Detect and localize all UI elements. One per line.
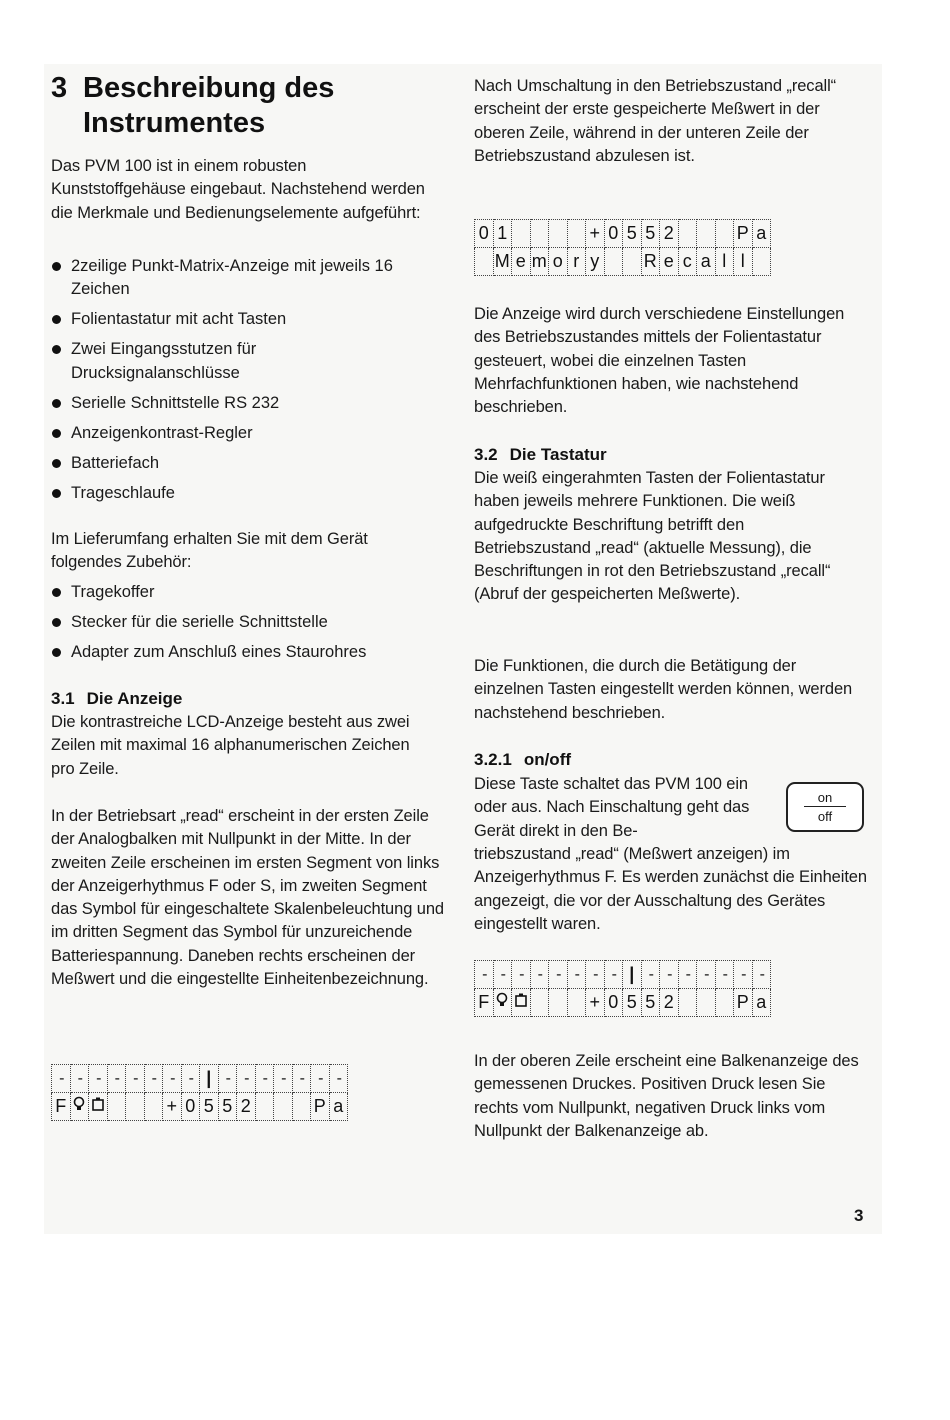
feature-item: Anzeigenkontrast-Regler (51, 422, 441, 445)
bullet-icon (52, 315, 61, 324)
section-3-2-1-heading (474, 749, 571, 771)
section-3-2-1-paragraph-2: In der oberen Zeile erscheint eine Balkenanzeige des gemessenen Druckes. Positiven Druck lesen Sie rechts vom Nullpunkt, negativen Druck links vom Nullpunkt der Balkenanzeige ab. (474, 1052, 859, 1140)
lcd-cell: - (641, 961, 660, 989)
lcd-cell (752, 248, 771, 276)
lcd-cell: - (311, 1065, 330, 1093)
display-control-paragraph: Die Anzeige wird durch verschiedene Einstellungen des Betriebszustandes mittels der Folientastatur gesteuert, wobei die einzelnen Tasten Mehrfachfunktionen haben, wie nachstehend beschrieben. (474, 305, 845, 417)
accessory-item: Tragekoffer (51, 581, 441, 604)
lcd-cell: e (512, 248, 531, 276)
lcd-cell: - (512, 961, 531, 989)
lcd-cell (475, 248, 494, 276)
lcd-cell: 0 (604, 220, 623, 248)
feature-item: Trageschlaufe (51, 482, 441, 505)
lcd-cell: a (697, 248, 716, 276)
lcd-cell (715, 220, 734, 248)
lcd-cell (567, 220, 586, 248)
lcd-cell: 0 (181, 1093, 200, 1121)
lcd-cell: c (678, 248, 697, 276)
battery-icon (512, 989, 531, 1017)
lcd-cell (678, 220, 697, 248)
accessory-item: Adapter zum Anschluß eines Staurohres (51, 641, 441, 664)
section-title: Die Tastatur (509, 445, 607, 464)
lcd-cell: y (586, 248, 605, 276)
lcd-cell: - (586, 961, 605, 989)
lcd-cell: 2 (237, 1093, 256, 1121)
section-3-1-paragraph-1: Die kontrastreiche LCD-Anzeige besteht aus zwei Zeilen mit maximal 16 alphanumerischen Zeichen pro Zeile. (51, 713, 410, 778)
lcd-cell: - (237, 1065, 256, 1093)
feature-item: Serielle Schnittstelle RS 232 (51, 392, 441, 415)
lcd-cell (567, 989, 586, 1017)
lcd-cell: F (475, 989, 494, 1017)
lcd-cell (144, 1093, 163, 1121)
bullet-icon (52, 618, 61, 627)
lcd-cell (512, 220, 531, 248)
bullet-icon (52, 588, 61, 597)
feature-item: Folientastatur mit acht Tasten (51, 308, 441, 331)
lcd-cell: - (493, 961, 512, 989)
lcd-cell: - (697, 961, 716, 989)
accessories-intro: Im Lieferumfang erhalten Sie mit dem Gerät folgendes Zubehör: (51, 530, 368, 572)
lcd-cell (107, 1093, 126, 1121)
lamp-icon (70, 1093, 89, 1121)
lcd-cell: + (586, 220, 605, 248)
lcd-cell: 5 (218, 1093, 237, 1121)
lcd-recall-display (474, 219, 771, 276)
lcd-cell: - (126, 1065, 145, 1093)
lcd-cell: a (752, 989, 771, 1017)
lcd-cell: - (255, 1065, 274, 1093)
lcd-cell: P (734, 220, 753, 248)
lcd-cell: - (218, 1065, 237, 1093)
lcd-row-1 (475, 220, 771, 248)
bullet-icon (52, 345, 61, 354)
lcd-cell (715, 989, 734, 1017)
lcd-cell: 0 (604, 989, 623, 1017)
lcd-cell: + (163, 1093, 182, 1121)
lcd-cell: - (734, 961, 753, 989)
lcd-cell: - (549, 961, 568, 989)
lcd-read-display (51, 1064, 348, 1121)
intro-paragraph: Das PVM 100 ist in einem robusten Kunststoffgehäuse eingebaut. Nachstehend werden die Merkmale und Bedienungselemente aufgeführt: (51, 157, 425, 222)
lcd-row-1 (475, 961, 771, 989)
lcd-on-display (474, 960, 771, 1017)
lcd-cell (697, 989, 716, 1017)
feature-item: Batteriefach (51, 452, 441, 475)
lcd-cell: 2 (660, 220, 679, 248)
lcd-cell: 5 (641, 220, 660, 248)
lcd-cell: - (715, 961, 734, 989)
lcd-cell: 0 (475, 220, 494, 248)
key-divider (804, 806, 846, 807)
lcd-cell (623, 248, 642, 276)
lcd-cell: - (89, 1065, 108, 1093)
recall-intro-paragraph: Nach Umschaltung in den Betriebszustand „recall“ erscheint der erste gespeicherte Meßwert in der oberen Zeile, während in der unteren Zeile der Betriebszustand abzulesen ist. (474, 77, 837, 165)
lcd-cell: - (567, 961, 586, 989)
bullet-icon (52, 648, 61, 657)
section-number: 3.1 (51, 689, 75, 708)
lcd-cell-zero-point: | (623, 961, 642, 989)
lcd-cell: - (52, 1065, 71, 1093)
lcd-cell (549, 989, 568, 1017)
battery-icon (89, 1093, 108, 1121)
lcd-cell: l (715, 248, 734, 276)
accessory-list (51, 581, 441, 671)
section-number: 3.2 (474, 445, 498, 464)
lcd-cell: e (660, 248, 679, 276)
lcd-cell: R (641, 248, 660, 276)
bullet-icon (52, 459, 61, 468)
chapter-number: 3 (51, 72, 68, 104)
lcd-cell: a (329, 1093, 348, 1121)
lcd-cell: P (734, 989, 753, 1017)
bullet-icon (52, 489, 61, 498)
lcd-cell: - (475, 961, 494, 989)
lcd-cell: - (752, 961, 771, 989)
lcd-cell (678, 989, 697, 1017)
section-3-1-paragraph-2: In der Betriebsart „read“ erscheint in der ersten Zeile der Analogbalken mit Nullpunkt in der Mitte. In der zweiten Zeile erscheinen im ersten Segment von links der Anzeigerhythmus F oder S, im zweiten Segment das Symbol für eingeschaltete Skalenbeleuchtung und im dritten Segment das Symbol für unzureichende Batteriespannung. Daneben rechts erscheinen der Meßwert und die eingestellte Einheitenbezeichnung. (51, 807, 445, 989)
lcd-cell: - (274, 1065, 293, 1093)
lcd-row-2 (52, 1093, 348, 1121)
section-3-2-1-paragraph-1a: Diese Taste schaltet das PVM 100 ein oder aus. Nach Einschaltung geht das Gerät direkt in den Be- (474, 775, 750, 840)
lcd-cell: r (567, 248, 586, 276)
lcd-row-2 (475, 248, 771, 276)
lcd-cell: - (660, 961, 679, 989)
lcd-cell: 5 (200, 1093, 219, 1121)
lcd-cell: - (144, 1065, 163, 1093)
lcd-cell: - (181, 1065, 200, 1093)
lcd-cell: - (70, 1065, 89, 1093)
section-number: 3.2.1 (474, 750, 512, 769)
lcd-cell: - (329, 1065, 348, 1093)
lcd-cell: 5 (623, 220, 642, 248)
lcd-cell-zero-point: | (200, 1065, 219, 1093)
lcd-cell (549, 220, 568, 248)
feature-list (51, 255, 441, 512)
on-label: on (817, 790, 833, 805)
lcd-cell: + (586, 989, 605, 1017)
lcd-cell (126, 1093, 145, 1121)
lcd-cell (530, 989, 549, 1017)
lcd-cell: 5 (641, 989, 660, 1017)
lcd-cell: - (163, 1065, 182, 1093)
lcd-cell (255, 1093, 274, 1121)
section-3-2-heading (474, 444, 607, 466)
chapter-title-line2: Instrumentes (83, 107, 266, 139)
on-off-key-illustration (786, 782, 864, 832)
feature-item: Zwei Eingangsstutzen für Drucksignalanschlüsse (51, 338, 426, 385)
lcd-cell: M (493, 248, 512, 276)
lcd-cell: - (107, 1065, 126, 1093)
section-3-2-paragraph-2: Die Funktionen, die durch die Betätigung der einzelnen Tasten eingestellt werden können, werden nachstehend beschrieben. (474, 657, 853, 722)
lcd-cell: l (734, 248, 753, 276)
lcd-row-1 (52, 1065, 348, 1093)
lcd-cell (604, 248, 623, 276)
bullet-icon (52, 262, 61, 271)
lcd-cell (292, 1093, 311, 1121)
page-number: 3 (854, 1206, 864, 1225)
accessory-item: Stecker für die serielle Schnittstelle (51, 611, 441, 634)
lcd-cell (697, 220, 716, 248)
lcd-cell: 5 (623, 989, 642, 1017)
lcd-cell (274, 1093, 293, 1121)
section-3-2-paragraph-1: Die weiß eingerahmten Tasten der Folientastatur haben jeweils mehrere Funktionen. Die weiß aufgedruckte Beschriftung betrifft den Betriebszustand „read“ (aktuelle Messung), die Beschriftungen in rot den Betriebszustand „recall“ (Abruf der gespeicherten Meßwerte). (474, 469, 831, 604)
bullet-icon (52, 399, 61, 408)
lcd-cell: - (604, 961, 623, 989)
lcd-cell: 1 (493, 220, 512, 248)
lcd-cell: P (311, 1093, 330, 1121)
section-title: on/off (523, 750, 572, 769)
off-label: off (817, 809, 833, 824)
section-3-1-heading (51, 688, 182, 710)
lcd-cell: - (292, 1065, 311, 1093)
lcd-cell (530, 220, 549, 248)
section-title: Die Anzeige (86, 689, 183, 708)
lcd-cell: a (752, 220, 771, 248)
lamp-icon (493, 989, 512, 1017)
chapter-heading (51, 71, 334, 141)
lcd-cell: m (530, 248, 549, 276)
bullet-icon (52, 429, 61, 438)
lcd-cell: - (530, 961, 549, 989)
lcd-row-2 (475, 989, 771, 1017)
lcd-cell: 2 (660, 989, 679, 1017)
lcd-cell: - (678, 961, 697, 989)
section-3-2-1-paragraph-1b: triebszustand „read“ (Meßwert anzeigen) im Anzeigerhythmus F. Es werden zunächst die Einheiten angezeigt, die vor der Ausschaltung des Gerätes eingestellt waren. (474, 845, 867, 933)
feature-item: 2zeilige Punkt-Matrix-Anzeige mit jeweils 16 Zeichen (51, 255, 431, 302)
chapter-title-line1: Beschreibung des (83, 72, 335, 104)
lcd-cell: o (549, 248, 568, 276)
lcd-cell: F (52, 1093, 71, 1121)
